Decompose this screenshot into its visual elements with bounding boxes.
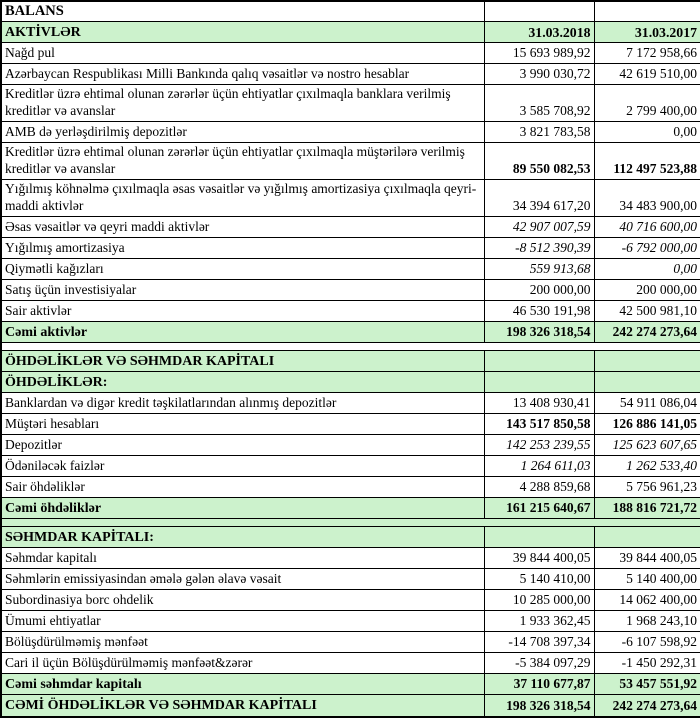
value-2018: 198 326 318,54 — [484, 695, 594, 717]
spacer-row — [1, 343, 700, 351]
value-2018: 34 394 617,20 — [484, 180, 594, 217]
row-label: AMB də yerləşdirilmiş depozitlər — [1, 122, 484, 143]
value-2017: 54 911 086,04 — [594, 393, 700, 414]
row-label: ÖHDƏLİKLƏR VƏ SƏHMDAR KAPİTALI — [1, 351, 484, 372]
column-header-2018: 31.03.2018 — [484, 22, 594, 43]
row-label: Azərbaycan Respublikası Milli Bankında qalıq vəsaitlər və nostro hesablar — [1, 64, 484, 85]
table-row — [1, 653, 700, 674]
table-row — [1, 259, 700, 280]
value-2018: 161 215 640,67 — [484, 498, 594, 519]
value-2018: -5 384 097,29 — [484, 653, 594, 674]
table-row — [1, 674, 700, 695]
table-row — [1, 527, 700, 548]
table-row — [1, 456, 700, 477]
column-header-2017: 31.03.2017 — [594, 22, 700, 43]
value-2018: 37 110 677,87 — [484, 674, 594, 695]
value-2018: 39 844 400,05 — [484, 548, 594, 569]
row-label: Əsas vəsaitlər və qeyri maddi aktivlər — [1, 217, 484, 238]
row-label: Yığılmış köhnəlmə çıxılmaqla əsas vəsaitlər və yığılmış amortizasiya çıxılmaqla qeyri-maddi aktivlər — [1, 180, 484, 217]
value-2017: 112 497 523,88 — [594, 143, 700, 180]
row-label: Sair aktivlər — [1, 301, 484, 322]
row-label: Kreditlər üzrə ehtimal olunan zərərlər üçün ehtiyatlar çıxılmaqla banklara verilmiş kreditlər və avanslar — [1, 85, 484, 122]
value-2017: 1 968 243,10 — [594, 611, 700, 632]
value-2017: 42 500 981,10 — [594, 301, 700, 322]
row-label: Cari il üçün Bölüşdürülməmiş mənfəət&zərər — [1, 653, 484, 674]
row-label: SƏHMDAR KAPİTALI: — [1, 527, 484, 548]
value-2018: 13 408 930,41 — [484, 393, 594, 414]
row-label: ÖHDƏLİKLƏR: — [1, 372, 484, 393]
sheet-title: BALANS — [1, 1, 484, 22]
row-label: Kreditlər üzrə ehtimal olunan zərərlər üçün ehtiyatlar çıxılmaqla müştərilərə verilmiş kreditlər və avanslar — [1, 143, 484, 180]
value-2018: 46 530 191,98 — [484, 301, 594, 322]
row-label: AKTİVLƏR — [1, 22, 484, 43]
value-2017: 14 062 400,00 — [594, 590, 700, 611]
spacer-cell — [1, 343, 700, 351]
spacer-row — [1, 519, 700, 527]
value-2017: -6 107 598,92 — [594, 632, 700, 653]
row-label: Qiymətli kağızları — [1, 259, 484, 280]
value-2018: 5 140 410,00 — [484, 569, 594, 590]
value-2017: 1 262 533,40 — [594, 456, 700, 477]
value-2018: 1 264 611,03 — [484, 456, 594, 477]
value-2017: 2 799 400,00 — [594, 85, 700, 122]
value-2017: 5 140 400,00 — [594, 569, 700, 590]
value-2018: 3 585 708,92 — [484, 85, 594, 122]
row-label: Cəmi aktivlər — [1, 322, 484, 343]
table-row — [1, 569, 700, 590]
value-2017 — [594, 527, 700, 548]
value-2017: 7 172 958,66 — [594, 43, 700, 64]
value-2017: 0,00 — [594, 122, 700, 143]
value-2017: 242 274 273,64 — [594, 322, 700, 343]
table-row — [1, 64, 700, 85]
value-2017 — [594, 372, 700, 393]
value-2017: 34 483 900,00 — [594, 180, 700, 217]
table-row — [1, 301, 700, 322]
table-row — [1, 351, 700, 372]
table-row — [1, 414, 700, 435]
table-row — [1, 393, 700, 414]
value-2018: 89 550 082,53 — [484, 143, 594, 180]
value-2018: 42 907 007,59 — [484, 217, 594, 238]
table-row — [1, 143, 700, 180]
table-row — [1, 611, 700, 632]
value-2018: 142 253 239,55 — [484, 435, 594, 456]
table-row — [1, 477, 700, 498]
table-row — [1, 435, 700, 456]
row-label: Banklardan və digər kredit təşkilatlarından alınmış depozitlər — [1, 393, 484, 414]
balance-table-body — [1, 1, 700, 717]
value-2017 — [594, 1, 700, 22]
table-row — [1, 238, 700, 259]
value-2017: 188 816 721,72 — [594, 498, 700, 519]
row-label: Ödəniləcək faizlər — [1, 456, 484, 477]
value-2018: -8 512 390,39 — [484, 238, 594, 259]
table-row — [1, 590, 700, 611]
row-label: Satış üçün investisiyalar — [1, 280, 484, 301]
value-2017: 39 844 400,05 — [594, 548, 700, 569]
table-row — [1, 632, 700, 653]
spacer-cell — [1, 519, 700, 527]
row-label: CƏMİ ÖHDƏLİKLƏR VƏ SƏHMDAR KAPİTALI — [1, 695, 484, 717]
value-2017: 5 756 961,23 — [594, 477, 700, 498]
value-2018: 200 000,00 — [484, 280, 594, 301]
value-2018 — [484, 527, 594, 548]
table-row — [1, 122, 700, 143]
value-2017: -6 792 000,00 — [594, 238, 700, 259]
table-row — [1, 43, 700, 64]
value-2017: 242 274 273,64 — [594, 695, 700, 717]
value-2017: 125 623 607,65 — [594, 435, 700, 456]
row-label: Səhmdar kapitalı — [1, 548, 484, 569]
table-row — [1, 695, 700, 717]
value-2018: 15 693 989,92 — [484, 43, 594, 64]
value-2017: 40 716 600,00 — [594, 217, 700, 238]
table-row — [1, 322, 700, 343]
value-2018 — [484, 351, 594, 372]
value-2017: 126 886 141,05 — [594, 414, 700, 435]
row-label: Sair öhdəliklər — [1, 477, 484, 498]
value-2017: 53 457 551,92 — [594, 674, 700, 695]
row-label: Müştəri hesabları — [1, 414, 484, 435]
value-2018: 3 990 030,72 — [484, 64, 594, 85]
value-2018 — [484, 372, 594, 393]
table-row — [1, 498, 700, 519]
value-2017: -1 450 292,31 — [594, 653, 700, 674]
value-2017: 42 619 510,00 — [594, 64, 700, 85]
value-2017: 200 000,00 — [594, 280, 700, 301]
row-label: Subordinasiya borc ohdelik — [1, 590, 484, 611]
row-label: Ümumi ehtiyatlar — [1, 611, 484, 632]
value-2018: 4 288 859,68 — [484, 477, 594, 498]
row-label: Yığılmış amortizasiya — [1, 238, 484, 259]
row-label: Nağd pul — [1, 43, 484, 64]
value-2018: 143 517 850,58 — [484, 414, 594, 435]
value-2018: 198 326 318,54 — [484, 322, 594, 343]
table-row — [1, 22, 700, 43]
table-row — [1, 372, 700, 393]
value-2018: 10 285 000,00 — [484, 590, 594, 611]
row-label: Bölüşdürülməmiş mənfəət — [1, 632, 484, 653]
row-label: Cəmi öhdəliklər — [1, 498, 484, 519]
table-row — [1, 180, 700, 217]
row-label: Depozitlər — [1, 435, 484, 456]
table-row — [1, 280, 700, 301]
value-2018: 559 913,68 — [484, 259, 594, 280]
value-2018 — [484, 1, 594, 22]
table-row — [1, 1, 700, 22]
value-2018: -14 708 397,34 — [484, 632, 594, 653]
value-2017: 0,00 — [594, 259, 700, 280]
value-2018: 1 933 362,45 — [484, 611, 594, 632]
table-row — [1, 85, 700, 122]
value-2017 — [594, 351, 700, 372]
table-row — [1, 548, 700, 569]
row-label: Səhmlərin emissiyasindan əmələ gələn əlavə vəsait — [1, 569, 484, 590]
row-label: Cəmi səhmdar kapitalı — [1, 674, 484, 695]
value-2018: 3 821 783,58 — [484, 122, 594, 143]
table-row — [1, 217, 700, 238]
